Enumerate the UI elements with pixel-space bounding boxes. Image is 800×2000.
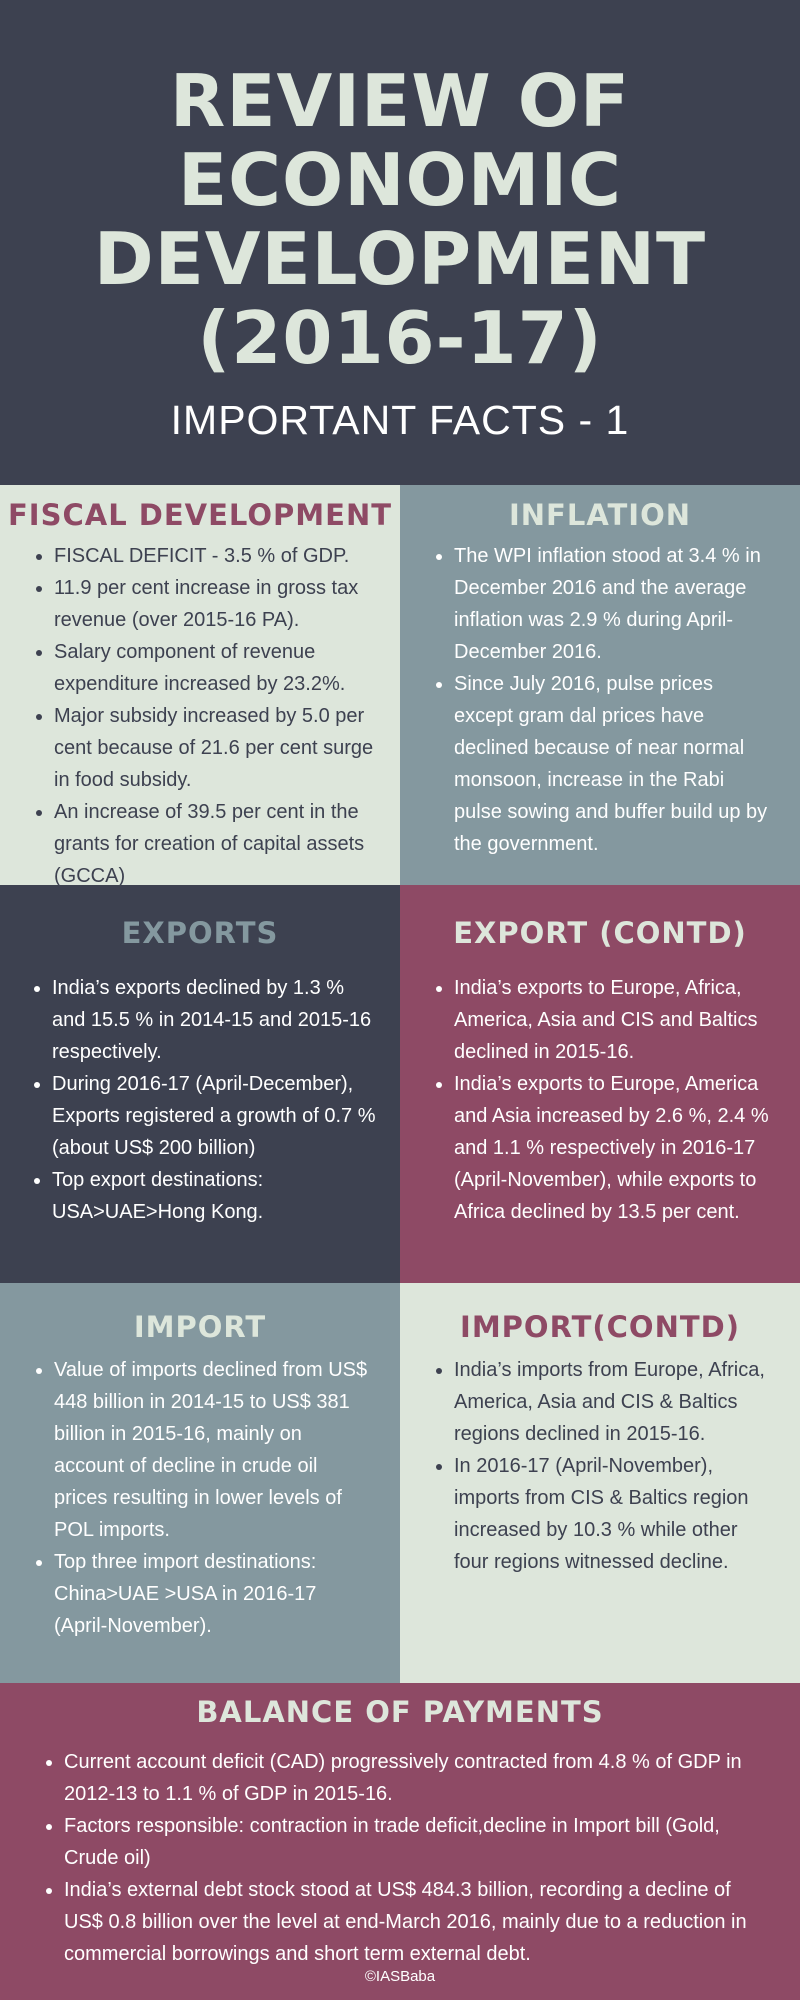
header: [0, 0, 800, 485]
list-item: • The WPI inflation stood at 3.4 % in December 2016 and the average inflation was 2.9 % during April- December 2016.: [454, 540, 774, 668]
fact-list: [64, 1746, 769, 1970]
list-item: • India’s exports to Europe, Africa, America, Asia and CIS and Baltics declined in 2015-16.: [454, 972, 774, 1068]
fact-list: [454, 540, 774, 860]
list-item: • Major subsidy increased by 5.0 per cent because of 21.6 per cent surge in food subsidy.: [54, 700, 374, 796]
list-item: • 11.9 per cent increase in gross tax revenue (over 2015-16 PA).: [54, 572, 374, 636]
list-item: • FISCAL DEFICIT - 3.5 % of GDP.: [54, 540, 374, 572]
list-item: • Since July 2016, pulse prices except gram dal prices have declined because of near normal monsoon, increase in the Rabi pulse sowing and buffer build up by the government.: [454, 668, 774, 860]
list-item: • Value of imports declined from US$ 448 billion in 2014-15 to US$ 381 billion in 2015-16, mainly on account of decline in crude oil prices resulting in lower levels of POL imports.: [54, 1354, 374, 1546]
fact-list: [54, 1354, 374, 1642]
section-heading: EXPORT (CONTD): [453, 916, 747, 950]
export-contd-panel: [400, 885, 800, 1283]
footer-credit: ©IASBaba: [364, 1968, 436, 1985]
subtitle: IMPORTANT FACTS - 1: [170, 397, 630, 443]
list-item: • Factors responsible: contraction in trade deficit,decline in Import bill (Gold, Crude oil): [64, 1810, 769, 1874]
list-item: • India’s exports to Europe, America and Asia increased by 2.6 %, 2.4 % and 1.1 % respectively in 2016-17 (April-November), while exports to Africa declined by 13.5 per cent.: [454, 1068, 774, 1228]
title-line: REVIEW OF: [169, 59, 631, 143]
section-heading: IMPORT(CONTD): [460, 1310, 740, 1344]
list-item: • Top three import destinations: China>UAE >USA in 2016-17 (April-November).: [54, 1546, 374, 1642]
main-title: [0, 59, 800, 380]
fiscal-development-panel: [0, 485, 400, 885]
inflation-panel: [400, 485, 800, 885]
list-item: • Top export destinations: USA>UAE>Hong Kong.: [52, 1164, 377, 1228]
list-item: • In 2016-17 (April-November), imports from CIS & Baltics region increased by 10.3 % while other four regions witnessed decline.: [454, 1450, 774, 1578]
list-item: • During 2016-17 (April-December), Exports registered a growth of 0.7 % (about US$ 200 billion): [52, 1068, 377, 1164]
balance-of-payments-panel: [0, 1683, 800, 2000]
section-heading: IMPORT: [133, 1310, 267, 1344]
list-item: • An increase of 39.5 per cent in the grants for creation of capital assets (GCCA): [54, 796, 374, 885]
list-item: • India’s exports declined by 1.3 % and 15.5 % in 2014-15 and 2015-16 respectively.: [52, 972, 377, 1068]
list-item: • India’s external debt stock stood at US$ 484.3 billion, recording a decline of US$ 0.8 billion over the level at end-March 2016, mainly due to a reduction in commercial borrowings and short term external debt.: [64, 1874, 769, 1970]
list-item: • Salary component of revenue expenditure increased by 23.2%.: [54, 636, 374, 700]
list-item: • India’s imports from Europe, Africa, America, Asia and CIS & Baltics regions declined in 2015-16.: [454, 1354, 774, 1450]
import-contd-panel: [400, 1283, 800, 1683]
list-item: • Current account deficit (CAD) progressively contracted from 4.8 % of GDP in 2012-13 to 1.1 % of GDP in 2015-16.: [64, 1746, 769, 1810]
fact-list: [454, 1354, 774, 1578]
title-line: ECONOMIC: [178, 138, 622, 222]
fact-list: [454, 972, 774, 1228]
title-line: (2016-17): [197, 296, 603, 380]
exports-panel: [0, 885, 400, 1283]
title-line: DEVELOPMENT: [93, 217, 707, 301]
section-heading: BALANCE OF PAYMENTS: [196, 1695, 604, 1729]
section-heading: INFLATION: [508, 498, 692, 532]
import-panel: [0, 1283, 400, 1683]
section-heading: FISCAL DEVELOPMENT: [8, 498, 392, 532]
fact-list: [54, 540, 374, 885]
section-heading: EXPORTS: [121, 916, 279, 950]
fact-list: [52, 972, 377, 1228]
